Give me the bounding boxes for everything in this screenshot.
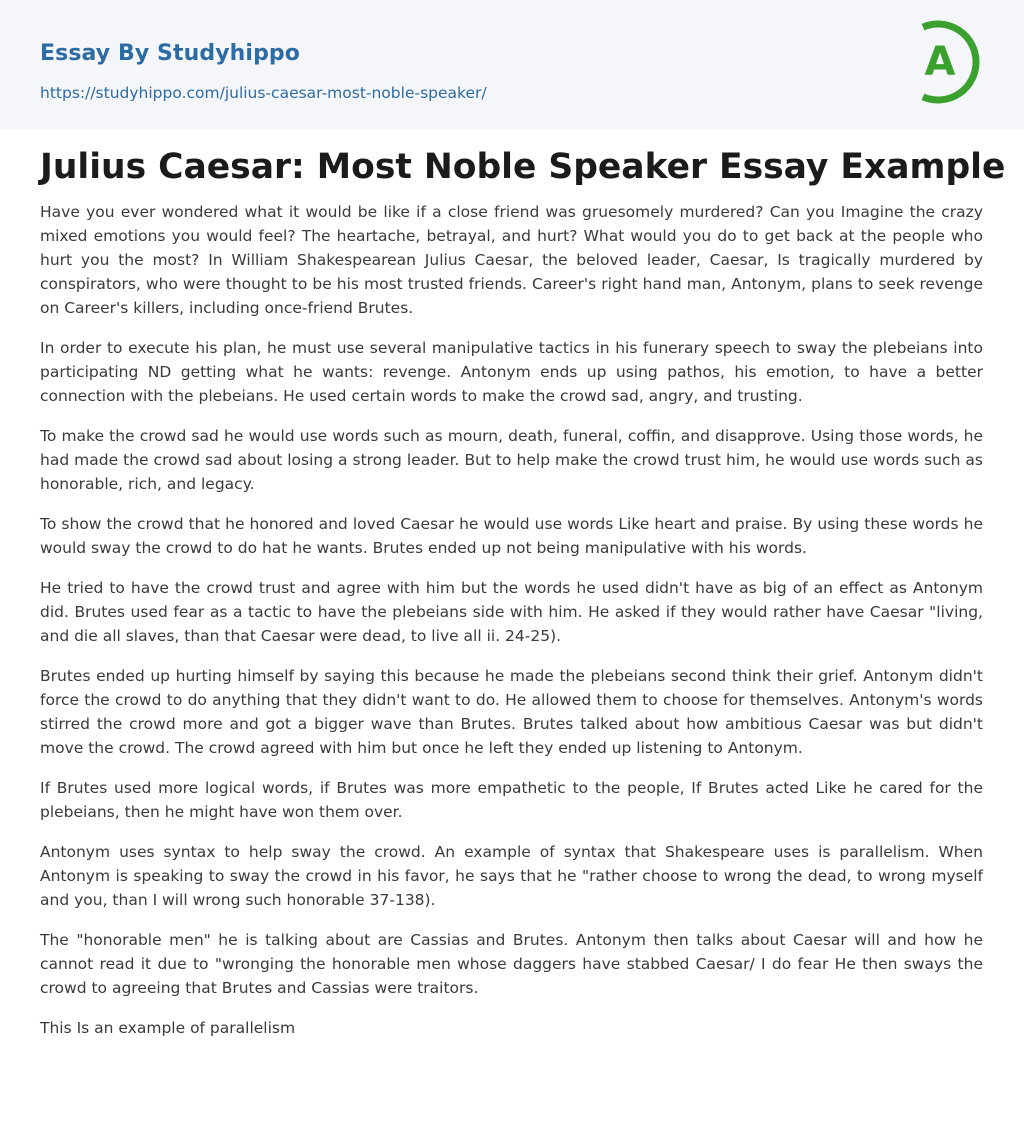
essay-paragraph: Have you ever wondered what it would be like if a close friend was gruesomely murdered? Can you Imagine the crazy mixed emotions you would feel? The heartache, betrayal, and hurt? What would you do to get back at the people who hurt you the most? In William Shakespearean Julius Caesar, the beloved leader, Caesar, Is tragically murdered by conspirators, who were thought to be his most trusted friends. Career's right hand man, Antonym, plans to seek revenge on Career's killers, including once-friend Brutes.	[40, 203, 983, 317]
page-url-link[interactable]: https://studyhippo.com/julius-caesar-most-noble-speaker/	[40, 84, 487, 102]
essay-title: Julius Caesar: Most Noble Speaker Essay Example	[40, 147, 1006, 187]
essay-paragraph: The "honorable men" he is talking about are Cassias and Brutes. Antonym then talks about Caesar will and how he cannot read it due to "wronging the honorable men whose daggers have stabbed Caesar/ I do fear He then sways the crowd to agreeing that Brutes and Cassias were traitors.	[40, 931, 983, 997]
essay-paragraph: If Brutes used more logical words, if Brutes was more empathetic to the people, If Brutes acted Like he cared for the plebeians, then he might have won them over.	[40, 779, 983, 821]
site-title[interactable]: Essay By Studyhippo	[40, 41, 300, 66]
essay-paragraph: Brutes ended up hurting himself by saying this because he made the plebeians second think their grief. Antonym didn't force the crowd to do anything that they didn't want to do. He allowed them to choose for themselves. Antonym's words stirred the crowd more and got a bigger wave than Brutes. Brutes talked about how ambitious Caesar was but didn't move the crowd. The crowd agreed with him but once he left they ended up listening to Antonym.	[40, 667, 983, 757]
logo-letter: A	[924, 39, 956, 85]
site-header	[0, 0, 1024, 129]
essay-paragraph: He tried to have the crowd trust and agree with him but the words he used didn't have as big of an effect as Antonym did. Brutes used fear as a tactic to have the plebeians side with him. He asked if they would rather have Caesar "living, and die all slaves, than that Caesar were dead, to live all ii. 24-25).	[40, 579, 983, 645]
studyhippo-logo-icon[interactable]	[908, 18, 988, 106]
essay-paragraph: Antonym uses syntax to help sway the crowd. An example of syntax that Shakespeare uses is parallelism. When Antonym is speaking to sway the crowd in his favor, he says that he "rather choose to wrong the dead, to wrong myself and you, than I will wrong such honorable 37-138).	[40, 843, 983, 909]
essay-paragraph: In order to execute his plan, he must use several manipulative tactics in his funerary speech to sway the plebeians into participating ND getting what he wants: revenge. Antonym ends up using pathos, his emotion, to have a better connection with the plebeians. He used certain words to make the crowd sad, angry, and trusting.	[40, 339, 983, 405]
essay-paragraph: To make the crowd sad he would use words such as mourn, death, funeral, coffin, and disapprove. Using those words, he had made the crowd sad about losing a strong leader. But to help make the crowd trust him, he would use words such as honorable, rich, and legacy.	[40, 427, 983, 493]
essay-paragraph: This Is an example of parallelism	[40, 1019, 296, 1037]
essay-body	[40, 200, 983, 1056]
essay-paragraph: To show the crowd that he honored and loved Caesar he would use words Like heart and praise. By using these words he would sway the crowd to do hat he wants. Brutes ended up not being manipulative with his words.	[40, 515, 983, 557]
